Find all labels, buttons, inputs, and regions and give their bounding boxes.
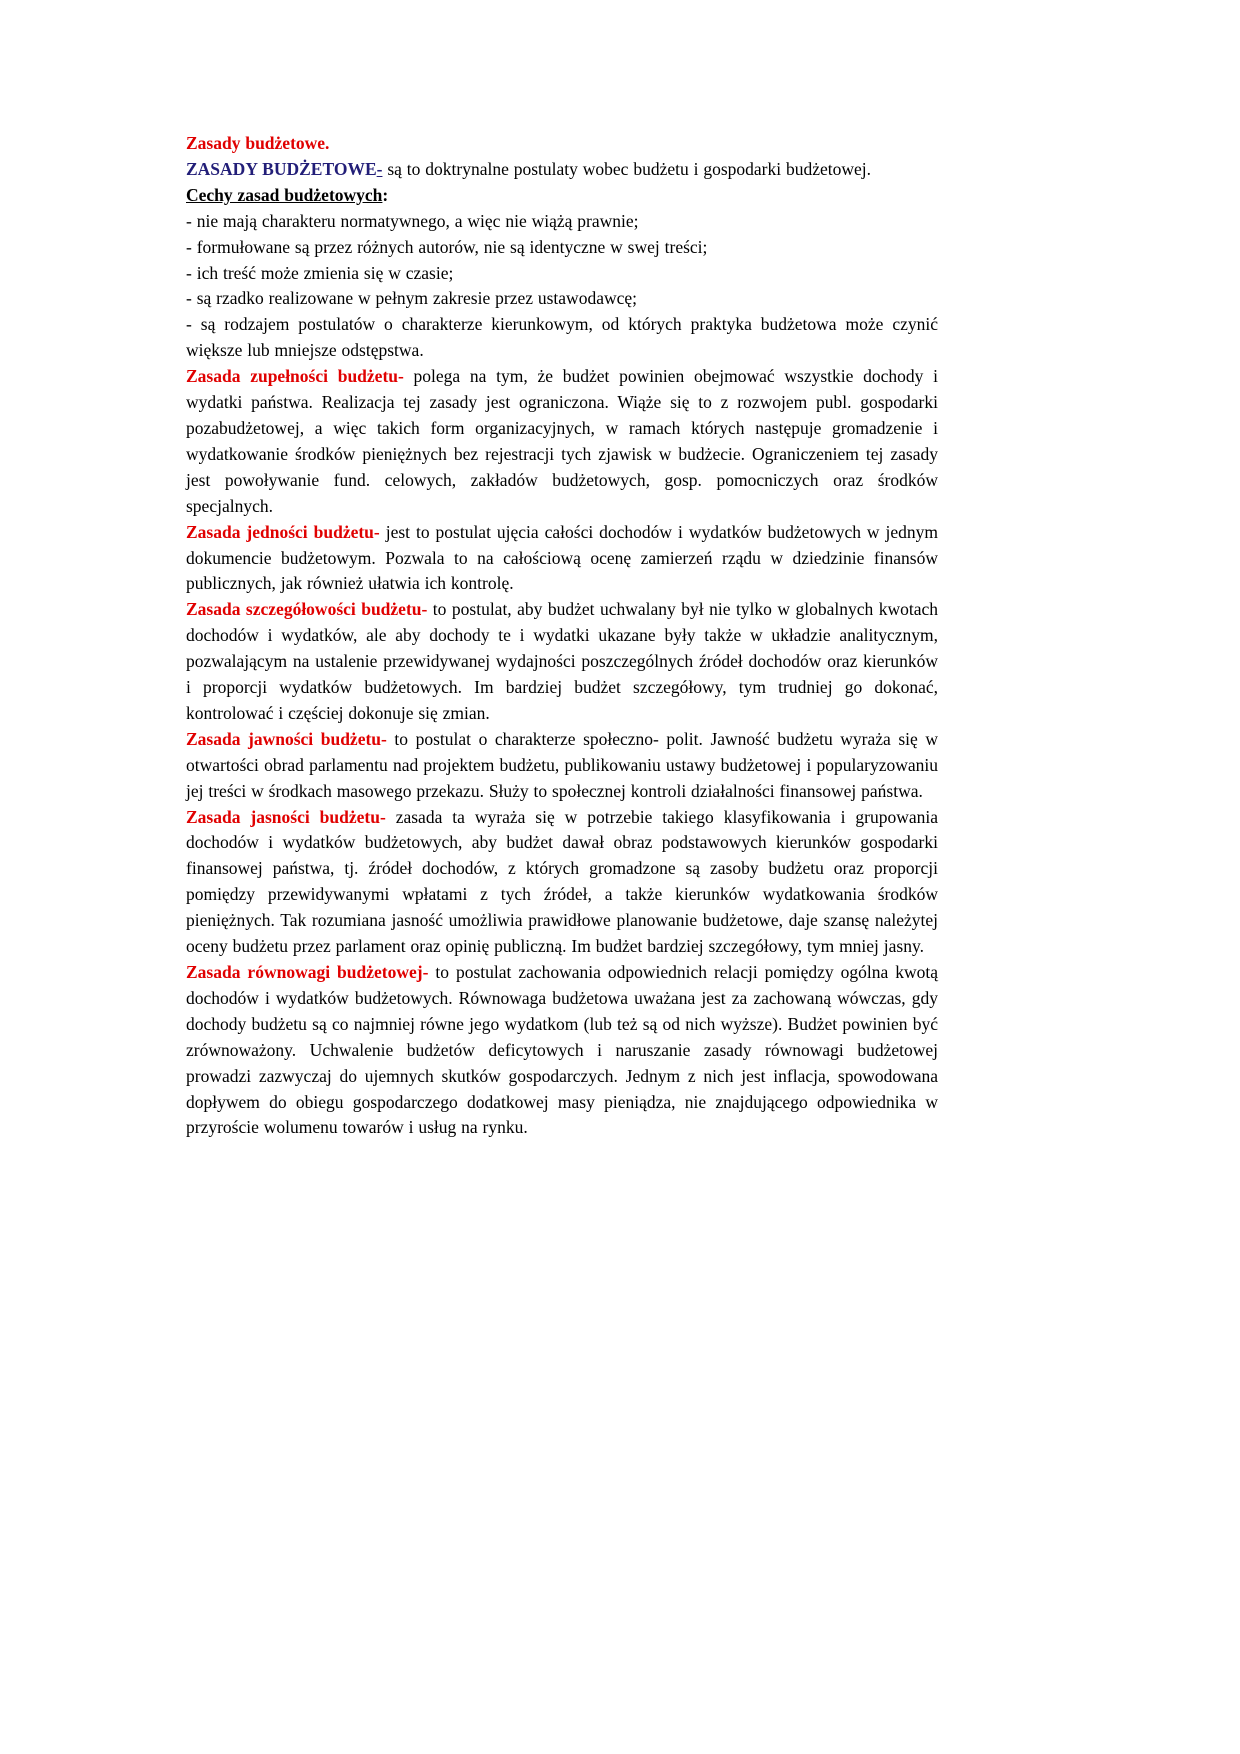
body-text: to postulat o charakterze społeczno- polit. Jawność budżetu wyraża się w otwartości obrad parlamentu nad projektem budżetu, publikowaniu ustawy budżetowej i popularyzowaniu jej treści w środkach masowego przekazu. Służy to społecznej kontroli działalności finansowej państwa.	[186, 728, 938, 801]
paragraph	[186, 727, 938, 805]
paragraph	[186, 520, 938, 598]
section-heading-text: Zasada zupełności budżetu-	[186, 366, 404, 387]
paragraph	[186, 183, 938, 209]
body-text: - formułowane są przez różnych autorów, nie są identyczne w swej treści;	[186, 236, 708, 257]
document-body	[186, 131, 938, 1141]
body-text: - nie mają charakteru normatywnego, a więc nie wiążą prawnie;	[186, 210, 639, 231]
body-text: to postulat zachowania odpowiednich relacji pomiędzy ogólna kwotą dochodów i wydatków budżetowych. Równowaga budżetowa uważana jest za zachowaną wówczas, gdy dochody budżetu są co najmniej równe jego wydatkom (lub też są od nich wyższe). Budżet powinien być zrównoważony. Uchwalenie budżetów deficytowych i naruszanie zasady równowagi budżetowej prowadzi zazwyczaj do ujemnych skutków gospodarczych. Jednym z nich jest inflacja, spowodowana dopływem do obiegu gospodarczego dodatkowej masy pieniądza, nie znajdującego odpowiednika w przyroście wolumenu towarów i usług na rynku.	[186, 962, 938, 1138]
section-heading-text: Zasada równowagi budżetowej-	[186, 962, 429, 982]
paragraph	[186, 235, 938, 261]
paragraph	[186, 286, 938, 312]
body-text: są to doktrynalne postulaty wobec budżetu i gospodarki budżetowej.	[382, 158, 872, 179]
paragraph	[186, 805, 938, 960]
subheading-text: Cechy zasad budżetowych	[186, 184, 383, 205]
body-text: zasada ta wyraża się w potrzebie takiego klasyfikowania i grupowania dochodów i wydatków budżetowych, aby budżet dawał obraz podstawowych kierunków gospodarki finansowej państwa, tj. źródeł dochodów, z których gromadzone są zasoby budżetu oraz proporcji pomiędzy przewidywanymi wpłatami z tych źródeł, a także kierunków wydatkowania środków pieniężnych. Tak rozumiana jasność umożliwia prawidłowe planowanie budżetowe, daje szansę należytej oceny budżetu przez parlament oraz opinię publiczną. Im budżet bardziej szczegółowy, tym mniej jasny.	[186, 806, 938, 957]
body-text: - ich treść może zmienia się w czasie;	[186, 262, 454, 283]
section-heading-text: Zasady budżetowe.	[186, 133, 330, 153]
term-heading-text: ZASADY BUDŻETOWE	[186, 158, 377, 179]
term-heading-text: -	[376, 158, 383, 179]
paragraph	[186, 209, 938, 235]
body-text: - są rzadko realizowane w pełnym zakresie przez ustawodawcę;	[186, 288, 638, 309]
body-text: polega na tym, że budżet powinien obejmować wszystkie dochody i wydatki państwa. Realizacja tej zasady jest ograniczona. Wiąże się to z rozwojem publ. gospodarki pozabudżetowej, a więc takich form organizacyjnych, w ramach których następuje gromadzenie i wydatkowanie środków pieniężnych bez rejestracji tych zjawisk w budżecie. Ograniczeniem tej zasady jest powoływanie fund. celowych, zakładów budżetowych, gosp. pomocniczych oraz środków specjalnych.	[186, 366, 938, 516]
paragraph	[186, 131, 938, 157]
paragraph	[186, 364, 938, 519]
body-text: - są rodzajem postulatów o charakterze kierunkowym, od których praktyka budżetowa może czynić większe lub mniejsze odstępstwa.	[186, 314, 938, 361]
paragraph	[186, 960, 938, 1141]
body-text: jest to postulat ujęcia całości dochodów i wydatków budżetowych w jednym dokumencie budżetowym. Pozwala to na całościową ocenę zamierzeń rządu w dziedzinie finansów publicznych, jak również ułatwia ich kontrolę.	[186, 521, 939, 594]
section-heading-text: Zasada jawności budżetu-	[186, 728, 387, 749]
paragraph	[186, 261, 938, 287]
body-text: to postulat, aby budżet uchwalany był nie tylko w globalnych kwotach dochodów i wydatków, ale aby dochody te i wydatki ukazane były także w układzie analitycznym, pozwalającym na ustalenie przewidywanej wydajności poszczególnych źródeł dochodów oraz kierunków i proporcji wydatków budżetowych. Im bardziej budżet szczegółowy, tym trudniej go dokonać, kontrolować i częściej dokonuje się zmian.	[186, 599, 939, 723]
section-heading-text: Zasada szczegółowości budżetu-	[186, 599, 428, 620]
section-heading-text: Zasada jedności budżetu-	[186, 521, 380, 542]
paragraph	[186, 157, 938, 183]
paragraph	[186, 597, 938, 727]
subheading-text: :	[382, 184, 389, 205]
paragraph	[186, 312, 938, 364]
section-heading-text: Zasada jasności budżetu-	[186, 806, 386, 827]
